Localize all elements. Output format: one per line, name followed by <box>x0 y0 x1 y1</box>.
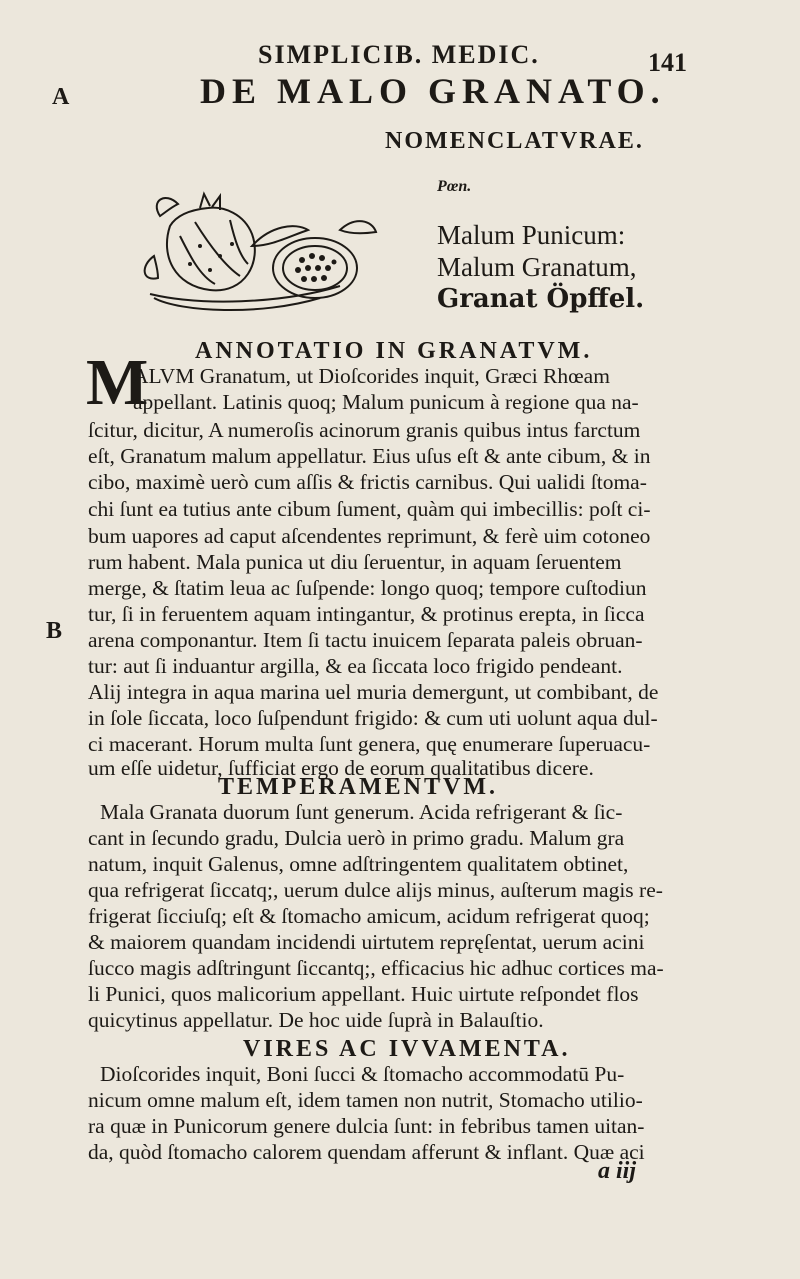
annotation-line: cibo, maximè uerò cum aſſis & frictis carnibus. Qui ualidi ſtoma- <box>88 470 647 494</box>
temperamentum-line: & maiorem quandam incidendi uirtutem repręſentat, uerum acini <box>88 930 645 954</box>
vires-line: ra quæ in Punicorum genere dulcia ſunt: in febribus tamen uitan- <box>88 1114 645 1138</box>
annotation-line: arena componantur. Item ſi tactu inuicem ſeparata paleis obruan- <box>88 628 643 652</box>
chapter-title: DE MALO GRANATO. <box>200 71 666 111</box>
annotation-line: merge, & ſtatim leua ac ſuſpende: longo quoq; tempore cuſtodiun <box>88 576 647 600</box>
annotation-line: appellant. Latinis quoq; Malum punicum à regione qua na- <box>133 390 639 414</box>
signature-mark: a iij <box>598 1158 637 1184</box>
annotation-line: ALVM Granatum, ut Dioſcorides inquit, Græci Rhœam <box>133 364 610 388</box>
annotation-line: ſcitur, dicitur, A numeroſis acinorum granis quibus intus farctum <box>88 418 641 442</box>
temperamentum-line: Mala Granata duorum ſunt generum. Acida refrigerant & ſic- <box>100 800 623 824</box>
running-head: SIMPLICIB. MEDIC. <box>258 40 540 69</box>
annotation-line: Alij integra in aqua marina uel muria demergunt, ut combibant, de <box>88 680 659 704</box>
annotation-heading: ANNOTATIO IN GRANATVM. <box>195 338 593 364</box>
temperamentum-line: cant in ſecundo gradu, Dulcia uerò in primo gradu. Malum gra <box>88 826 625 850</box>
temperamentum-line: frigerat ſicciuſq; eſt & ſtomacho amicum, acidum refrigerat quoq; <box>88 904 650 928</box>
temperamentum-line: li Punici, quos malicorium appellant. Huic uirtute reſpondet flos <box>88 982 639 1006</box>
annotation-line: chi ſunt ea tutius ante cibum ſument, quàm qui imbecillis: poſt ci- <box>88 497 651 521</box>
latin-name-1: Malum Punicum: <box>437 220 626 250</box>
annotation-line: eſt, Granatum malum appellatur. Eius uſus eſt & ante cibum, & in <box>88 444 651 468</box>
margin-letter-a: A <box>52 84 70 110</box>
vires-line: Dioſcorides inquit, Boni ſucci & ſtomacho accommodatū Pu- <box>100 1062 625 1086</box>
german-name: Granat Öpffel. <box>437 284 645 314</box>
latin-name-2: Malum Granatum, <box>437 252 637 282</box>
temperamentum-line: ſucco magis adſtringunt ſiccantq;, efficacius hic adhuc cortices ma- <box>88 956 664 980</box>
temperamentum-line: natum, inquit Galenus, omne adſtringentem qualitatem obtinet, <box>88 852 629 876</box>
pomegranate-illustration <box>140 186 380 321</box>
temperamentum-line: qua refrigerat ſiccatq;, uerum dulce alijs minus, auſterum magis re- <box>88 878 663 902</box>
vires-line: nicum omne malum eſt, idem tamen non nutrit, Stomacho utilio- <box>88 1088 643 1112</box>
annotation-line: um eſſe uidetur, ſufficiat ergo de eorum qualitatibus dicere. <box>88 756 594 780</box>
temperamentum-line: quicytinus appellatur. De hoc uide ſuprà in Balauſtio. <box>88 1008 544 1032</box>
margin-letter-b: B <box>46 618 63 644</box>
annotation-line: tur: aut ſi induantur argilla, & ea ſiccata loco frigido pendeant. <box>88 654 623 678</box>
annotation-line: rum habent. Mala punica ut diu ſeruentur, in aquam ſeruentem <box>88 550 622 574</box>
annotation-line: in ſole ſiccata, loco ſuſpendunt frigido: & cum uti uolunt aqua dul- <box>88 706 658 730</box>
annotation-line: bum uapores ad caput aſcendentes reprimunt, & ferè uim cotoneo <box>88 524 651 548</box>
page-number: 141 <box>648 48 687 77</box>
vires-line: da, quòd ſtomacho calorem quendam afferunt & inflant. Quæ aci <box>88 1140 645 1164</box>
nomenclature-heading: NOMENCLATVRAE. <box>385 128 644 154</box>
temperamentum-heading: TEMPERAMENTVM. <box>218 774 498 800</box>
annotation-line: tur, ſi in feruentem aquam intingantur, & protinus erepta, in ſicca <box>88 602 645 626</box>
drop-cap: M <box>86 346 149 419</box>
annotation-line: ci macerant. Horum multa ſunt genera, quę enumerare ſuperuacu- <box>88 732 651 756</box>
language-label: Pœn. <box>437 178 472 195</box>
vires-heading: VIRES AC IVVAMENTA. <box>243 1036 571 1062</box>
